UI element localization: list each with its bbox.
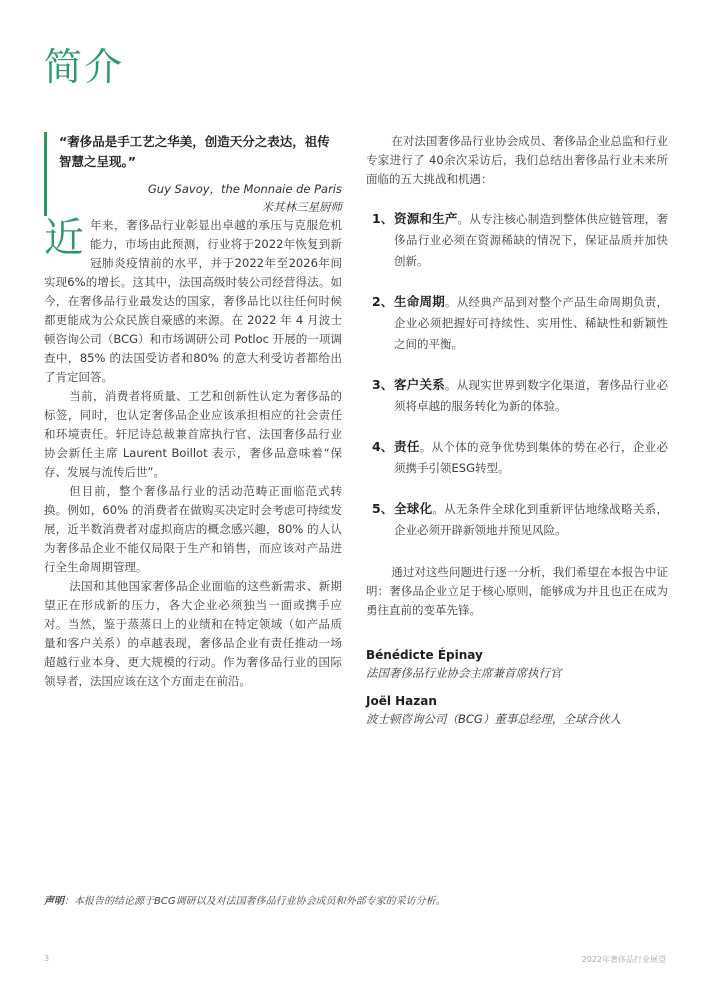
challenge-text: 。从无条件全球化到重新评估地缘战略关系，企业必须开辟新领地并预见风险。 [394, 502, 668, 537]
challenge-name: 客户关系 [394, 377, 445, 392]
footnote-label: 声明 [44, 896, 64, 907]
signer-role: 法国奢侈品行业协会主席兼首席执行官 [366, 666, 562, 680]
quote-author: Guy Savoy，the Monnaie de Paris [147, 182, 342, 196]
challenge-name: 生命周期 [394, 294, 445, 309]
challenge-item [366, 498, 668, 541]
pull-quote [44, 132, 342, 216]
drop-cap: 近 [44, 215, 84, 261]
signer-block [366, 646, 668, 682]
conclusion-paragraph: 通过对这些问题进行逐一分析，我们希望在本报告中证明：奢侈品企业立足于核心原则，能够成为并且也正在成为勇往直前的变革先锋。 [366, 565, 668, 617]
paragraph-1 [44, 216, 342, 387]
intro-paragraph: 在对法国奢侈品行业协会成员、奢侈品企业总监和行业专家进行了 40余次采访后，我们总结出奢侈品行业未来所面临的五大挑战和机遇： [366, 134, 668, 186]
paragraph-2: 当前，消费者将质量、工艺和创新性认定为奢侈品的标签，同时，也认定奢侈品企业应该承担相应的社会责任和环境责任。轩尼诗总裁兼首席执行官、法国奢侈品行业协会新任主席 Laurent Boillot 表示，奢侈品意味着“保存、发展与流传后世”。 [44, 389, 342, 479]
page-title: 简介 [44, 45, 125, 89]
challenge-name: 责任 [394, 439, 420, 454]
paragraph-4: 法国和其他国家奢侈品企业面临的这些新需求、新期望正在形成新的压力，各大企业必须独当一面或携手应对。当然，鉴于蒸蒸日上的业绩和在特定领域（如产品质量和客户关系）的卓越表现，奢侈品企业有责任推动一场超越行业本身、更大规模的行动。作为奢侈品行业的国际领导者，法国应该在这个方面走在前沿。 [44, 579, 342, 688]
footnote [44, 892, 446, 907]
challenge-text: 。从个体的竞争优势到集体的势在必行，企业必须携手引领ESG转型。 [394, 440, 668, 475]
challenge-number: 4、 [372, 439, 394, 454]
signer-name: Joël Hazan [366, 694, 437, 708]
quote-text: “奢侈品是手工艺之华美，创造天分之表达，祖传智慧之呈现。” [59, 134, 330, 169]
challenge-number: 2、 [372, 294, 394, 309]
challenge-item [366, 374, 668, 417]
challenge-number: 1、 [372, 211, 394, 226]
report-title: 2022年奢侈品行业展望 [581, 955, 666, 964]
challenge-text: 。从现实世界到数字化渠道，奢侈品行业必须将卓越的服务转化为新的体验。 [394, 378, 668, 413]
challenge-item [366, 208, 668, 272]
challenge-number: 5、 [372, 501, 394, 516]
signer-role: 波士顿咨询公司（BCG）董事总经理，全球合伙人 [366, 712, 621, 726]
challenge-name: 全球化 [394, 501, 433, 516]
page-number: 3 [44, 954, 50, 963]
challenge-item [366, 291, 668, 355]
challenge-name: 资源和生产 [394, 211, 458, 226]
signer-name: Bénédicte Épinay [366, 648, 483, 662]
paragraph-3: 但目前，整个奢侈品行业的活动范畴正面临范式转换。例如，60% 的消费者在做购买决定时会考虑可持续发展，近半数消费者对虚拟商店的概念感兴趣，80% 的人认为奢侈品企业不能仅局限于生产和销售，而应该对产品进行全生命周期管理。 [44, 484, 342, 574]
left-column [44, 132, 342, 691]
challenge-text: 。从经典产品到对整个产品生命周期负责，企业必须把握好可持续性、实用性、稀缺性和新颖性之间的平衡。 [394, 295, 668, 351]
paragraph-1-text: 年来，奢侈品行业彰显出卓越的承压与克服危机能力，市场由此预测，行业将于2022年恢复到新冠肺炎疫情前的水平，并于2022年至2026年间实现6%的增长。这其中，法国高级时装公司经营得法。如今，在奢侈品行业最发达的国家，奢侈品比以往任何时候都更能成为公众民族自豪感的来源。在 2022 年 4 月波士顿咨询公司（BCG）和市场调研公司 Potloc 开展的一项调查中，85% 的法国受访者和80% 的意大利受访者都给出了肯定回答。 [44, 218, 342, 384]
right-column [366, 132, 668, 728]
challenge-item [366, 436, 668, 479]
challenge-number: 3、 [372, 377, 394, 392]
signer-block [366, 692, 668, 728]
challenge-text: 。从专注核心制造到整体供应链管理，奢侈品行业必须在资源稀缺的情况下，保证品质并加快创新。 [394, 212, 668, 268]
footnote-text: ：本报告的结论源于BCG调研以及对法国奢侈品行业协会成员和外部专家的采访分析。 [64, 896, 446, 907]
quote-role: 米其林三星厨师 [261, 200, 342, 214]
